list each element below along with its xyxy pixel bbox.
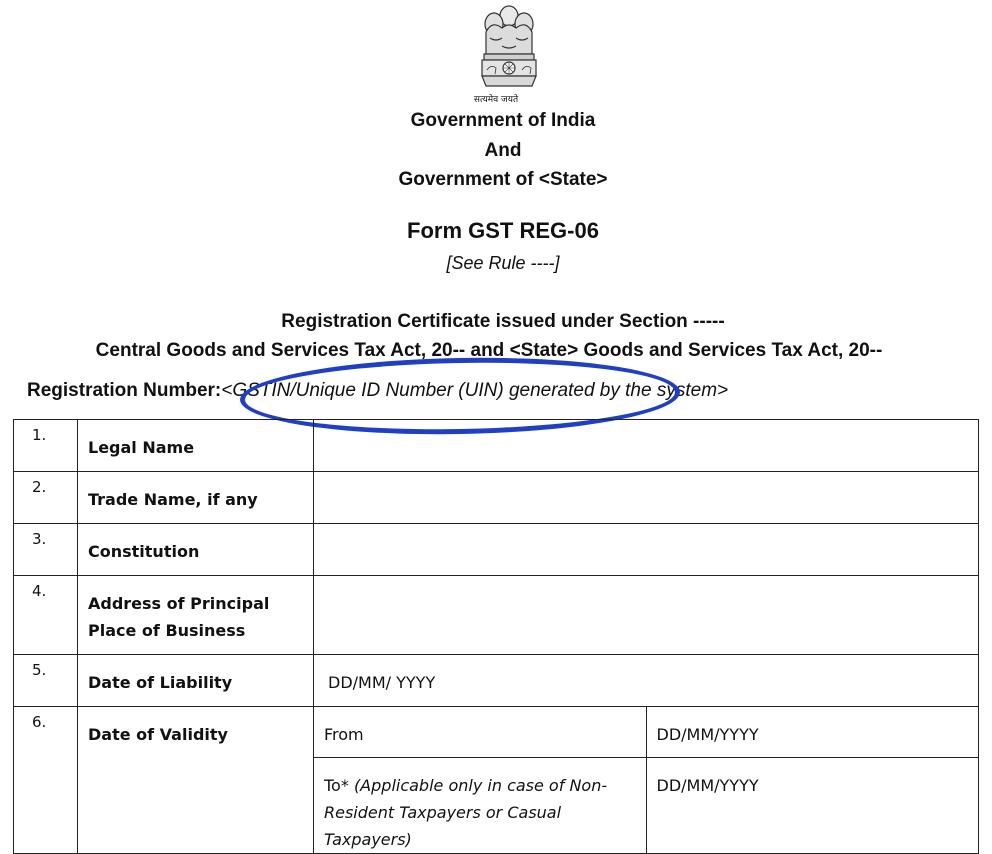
validity-to-note: (Applicable only in case of Non-Resident Taxpayers or Casual Taxpayers): [324, 776, 608, 849]
table-row: [14, 576, 979, 655]
row-value-trade-name: [314, 472, 979, 524]
header-government-india: Government of India: [410, 110, 596, 131]
row-label-date-of-validity: Date of Validity: [78, 707, 314, 854]
row-value-date-of-liability: DD/MM/ YYYY: [314, 655, 979, 707]
row-label-trade-name: Trade Name, if any: [78, 472, 314, 524]
header-government-state: Government of <State>: [398, 169, 608, 190]
row-label-constitution: Constitution: [78, 524, 314, 576]
table-row: [14, 707, 979, 758]
row-number: 1.: [14, 420, 78, 472]
row-label-date-of-liability: Date of Liability: [78, 655, 314, 707]
validity-to-value: DD/MM/YYYY: [646, 758, 979, 854]
emblem-motto: सत्यमेव जयते: [473, 95, 519, 105]
row-label-address: Address of Principal Place of Business: [78, 576, 314, 655]
validity-to-label: To*: [324, 776, 349, 795]
row-number: 6.: [14, 707, 78, 854]
act-subtitle: Central Goods and Services Tax Act, 20-- and <State> Goods and Services Tax Act, 20--: [95, 340, 883, 361]
row-label-legal-name: Legal Name: [78, 420, 314, 472]
row-value-constitution: [314, 524, 979, 576]
validity-from-label: From: [314, 707, 647, 758]
table-row: [14, 420, 979, 472]
row-number: 4.: [14, 576, 78, 655]
row-number: 5.: [14, 655, 78, 707]
registration-number-value: <GSTIN/Unique ID Number (UIN) generated by the system>: [221, 380, 729, 401]
row-value-legal-name: [314, 420, 979, 472]
validity-from-value: DD/MM/YYYY: [646, 707, 979, 758]
validity-to-cell: [314, 758, 647, 854]
row-number: 2.: [14, 472, 78, 524]
header-and: And: [484, 140, 522, 161]
registration-number-label: Registration Number:: [27, 380, 222, 401]
registration-details-table: [13, 419, 979, 854]
certificate-subtitle: Registration Certificate issued under Section -----: [281, 311, 725, 332]
table-row: [14, 524, 979, 576]
table-row: [14, 655, 979, 707]
row-number: 3.: [14, 524, 78, 576]
table-row: [14, 472, 979, 524]
row-value-address: [314, 576, 979, 655]
see-rule: [See Rule ----]: [446, 253, 560, 273]
form-title: Form GST REG-06: [407, 218, 599, 243]
national-emblem-icon: [472, 2, 546, 92]
